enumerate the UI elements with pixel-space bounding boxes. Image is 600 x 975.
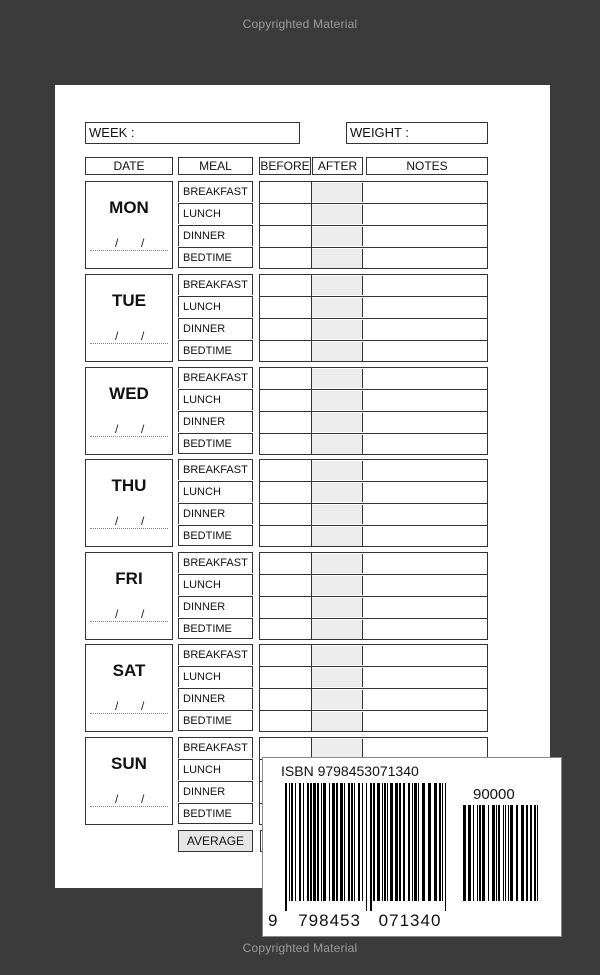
notes-cell[interactable] [364,460,487,481]
after-cell[interactable] [312,461,363,480]
day-name: FRI [115,569,143,588]
meal-label: LUNCH [178,389,253,410]
barcode-bar [516,805,518,901]
day-block-mon [85,181,488,269]
date-separator: / [115,792,119,806]
reading-row [260,481,487,503]
date-entry-line [90,701,168,714]
barcode-bar [310,783,312,901]
day-name: SUN [111,754,147,773]
after-cell[interactable] [312,342,363,361]
barcode-bar [295,783,296,901]
day-block-wed [85,367,488,455]
header-notes: NOTES [366,157,488,175]
copyright-watermark-top: Copyrighted Material [242,17,358,31]
reading-row [260,710,487,732]
barcode-bar [463,805,466,901]
after-cell[interactable] [312,620,363,639]
reading-row [260,182,487,203]
reading-row [260,618,487,640]
barcode-bar [418,783,419,901]
after-cell[interactable] [312,205,363,224]
notes-cell[interactable] [364,667,487,688]
date-separator: / [115,607,119,621]
meal-label: BREAKFAST [178,552,253,573]
after-cell[interactable] [312,598,363,617]
date-box[interactable] [85,367,173,455]
reading-row [260,389,487,411]
meal-column [178,459,253,547]
notes-cell[interactable] [364,553,487,574]
after-cell[interactable] [312,413,363,432]
barcode-bar [351,783,353,901]
before-cell[interactable] [260,575,312,596]
barcode-bar [373,783,375,901]
date-entry-line [90,516,168,529]
before-cell[interactable] [260,504,312,525]
reading-grid [259,274,488,362]
day-name: MON [109,198,149,217]
meal-label: BREAKFAST [178,274,253,295]
notes-cell[interactable] [364,341,487,362]
date-box[interactable] [85,459,173,547]
after-cell[interactable] [312,276,363,295]
reading-row [260,318,487,340]
notes-cell[interactable] [364,390,487,411]
notes-cell[interactable] [364,504,487,525]
header-meal: MEAL [178,157,253,175]
barcode-bar [362,783,363,901]
barcode-bar [313,783,316,901]
reading-grid [259,552,488,640]
reading-row [260,368,487,389]
barcode-bar [395,783,398,901]
meal-label: BREAKFAST [178,181,253,202]
date-entry-line [90,609,168,622]
date-box[interactable] [85,274,173,362]
meal-label: LUNCH [178,759,253,780]
barcode-bar [537,805,538,901]
meal-column [178,181,253,269]
notes-cell[interactable] [364,619,487,640]
reading-row [260,688,487,710]
reading-grid [259,181,488,269]
reading-grid [259,367,488,455]
after-cell[interactable] [312,183,363,202]
day-name: THU [111,476,147,495]
meal-label: LUNCH [178,666,253,687]
after-cell[interactable] [312,369,363,388]
meal-label: LUNCH [178,203,253,224]
date-entry-line [90,794,168,807]
barcode-bar [340,783,343,901]
barcode-bar [323,783,326,901]
barcode-bar [321,783,322,901]
date-separator: / [115,514,119,528]
after-cell[interactable] [312,320,363,339]
day-name: SAT [112,661,146,680]
barcode-bar [526,805,528,901]
notes-cell[interactable] [364,297,487,318]
after-cell[interactable] [312,690,363,709]
barcode-bar [399,783,401,901]
meal-column [178,552,253,640]
header-before: BEFORE [260,159,310,173]
before-cell[interactable] [260,182,312,203]
barcode-bar [428,783,431,901]
before-cell[interactable] [260,390,312,411]
barcode-bar [492,805,495,901]
reading-grid [259,459,488,547]
date-box[interactable] [85,552,173,640]
meal-column [178,737,253,825]
reading-row [260,574,487,596]
barcode-bar [387,783,388,901]
date-separator: / [141,514,145,528]
date-separator: / [141,792,145,806]
after-cell[interactable] [312,435,363,454]
meal-label: DINNER [178,225,253,246]
before-cell[interactable] [260,297,312,318]
barcode-bar [473,805,474,901]
barcode-bar [344,783,345,901]
week-field[interactable] [85,122,300,144]
barcode-bar [510,805,513,901]
reading-row [260,225,487,247]
before-cell[interactable] [260,689,312,710]
notes-cell[interactable] [364,738,487,759]
notes-cell[interactable] [364,368,487,389]
barcode-bar [503,805,504,901]
day-block-thu [85,459,488,547]
after-cell[interactable] [312,646,363,665]
barcode-bar [442,783,443,901]
date-box[interactable] [85,181,173,269]
before-cell[interactable] [260,553,312,574]
before-cell[interactable] [260,275,312,296]
barcode-bars-main [285,783,455,911]
before-cell[interactable] [260,434,312,455]
before-cell[interactable] [260,319,312,340]
meal-column [178,274,253,362]
after-cell[interactable] [312,668,363,687]
barcode-bar [477,805,478,901]
header-date: DATE [85,157,173,175]
barcode-bar [390,783,393,901]
reading-row [260,411,487,433]
date-entry-line [90,331,168,344]
reading-row [260,247,487,269]
notes-cell[interactable] [364,645,487,666]
notes-cell[interactable] [364,526,487,547]
date-separator: / [141,699,145,713]
barcode-bar [479,805,481,901]
notes-cell[interactable] [364,597,487,618]
meal-label: BEDTIME [178,710,253,731]
barcode-digits-group2: 071340 [378,911,442,930]
day-name: WED [109,384,149,403]
meal-label: BREAKFAST [178,459,253,480]
barcode-bar [439,783,441,901]
barcode-bar [498,805,500,901]
barcode-bar [403,783,405,901]
date-box[interactable] [85,737,173,825]
barcode-bar [496,805,497,901]
barcode-bar [530,805,532,901]
notes-cell[interactable] [364,204,487,225]
before-cell[interactable] [260,645,312,666]
before-cell[interactable] [260,619,312,640]
reading-row [260,460,487,481]
barcode-bar [366,783,367,911]
week-label: WEEK : [89,125,135,140]
notes-cell[interactable] [364,412,487,433]
before-cell[interactable] [260,248,312,269]
barcode-bar [422,783,425,901]
barcode-bar [488,805,489,901]
meal-label: BREAKFAST [178,644,253,665]
isbn-barcode-label [262,757,562,937]
barcode-bar [291,783,293,901]
reading-row [260,645,487,666]
date-box[interactable] [85,644,173,732]
after-cell[interactable] [312,505,363,524]
barcode-bar [307,783,309,901]
before-cell[interactable] [260,711,312,732]
barcode-digit-lead: 9 [268,911,279,930]
barcode-bar [482,805,485,901]
date-separator: / [115,699,119,713]
before-cell[interactable] [260,368,312,389]
reading-row [260,553,487,574]
date-separator: / [141,329,145,343]
meal-label: BEDTIME [178,525,253,546]
reading-row [260,433,487,455]
notes-cell[interactable] [364,319,487,340]
before-cell[interactable] [260,667,312,688]
meal-label: BEDTIME [178,618,253,639]
before-cell[interactable] [260,526,312,547]
after-cell[interactable] [312,576,363,595]
meal-label: BEDTIME [178,247,253,268]
reading-row [260,596,487,618]
date-separator: / [115,422,119,436]
reading-row [260,525,487,547]
barcode-bar [382,783,383,901]
reading-row [260,666,487,688]
meal-label: BEDTIME [178,803,253,824]
reading-row [260,203,487,225]
barcode-bar [370,783,372,911]
date-separator: / [115,236,119,250]
meal-label: LUNCH [178,574,253,595]
copyright-watermark-bottom: Copyrighted Material [242,941,358,955]
meal-label: LUNCH [178,481,253,502]
after-cell[interactable] [312,554,363,573]
barcode-bar [468,805,471,901]
barcode-bar [534,805,536,901]
meal-label: DINNER [178,411,253,432]
meal-label: BREAKFAST [178,367,253,388]
meal-label: DINNER [178,318,253,339]
before-cell[interactable] [260,412,312,433]
barcode-digits [268,911,441,931]
barcode-bar [412,783,413,901]
barcode-bar [332,783,335,901]
notes-cell[interactable] [364,482,487,503]
barcode-bar [299,783,301,901]
reading-row [260,738,487,759]
date-separator: / [141,236,145,250]
notes-cell[interactable] [364,248,487,269]
date-entry-line [90,238,168,251]
before-cell[interactable] [260,482,312,503]
notes-cell[interactable] [364,711,487,732]
after-cell[interactable] [312,527,363,546]
notes-cell[interactable] [364,275,487,296]
notes-cell[interactable] [364,226,487,247]
header-after: AFTER [312,157,363,175]
barcode-bar [317,783,319,901]
barcode-bar [354,783,355,901]
after-cell[interactable] [312,298,363,317]
barcode-digits-group1: 798453 [298,911,361,930]
meal-label: BEDTIME [178,433,253,454]
notes-cell[interactable] [364,689,487,710]
barcode-bar [289,783,290,901]
reading-row [260,296,487,318]
meal-label: DINNER [178,503,253,524]
meal-column [178,367,253,455]
day-block-tue [85,274,488,362]
barcode-bar [358,783,360,901]
barcode-bar [445,783,446,911]
barcode-bar [408,783,410,901]
after-cell[interactable] [312,483,363,502]
before-cell[interactable] [260,341,312,362]
meal-label: BEDTIME [178,340,253,361]
date-separator: / [141,422,145,436]
meal-label: DINNER [178,781,253,802]
weight-field[interactable] [346,122,488,144]
before-cell[interactable] [260,460,312,481]
reading-row [260,275,487,296]
notes-cell[interactable] [364,434,487,455]
day-name: TUE [112,291,146,310]
meal-label: DINNER [178,596,253,617]
notes-cell[interactable] [364,575,487,596]
barcode-bar [329,783,330,901]
meal-label: LUNCH [178,296,253,317]
reading-row [260,340,487,362]
barcode-bar [348,783,350,901]
date-separator: / [141,607,145,621]
barcode-bars-price [463,805,545,911]
before-cell[interactable] [260,226,312,247]
after-cell[interactable] [312,391,363,410]
weight-label: WEIGHT : [350,125,409,140]
date-entry-line [90,424,168,437]
isbn-text: ISBN 9798453071340 [281,763,419,779]
barcode-bar [303,783,304,901]
barcode-bar [508,805,509,901]
reading-row [260,503,487,525]
barcode-bar [521,805,524,901]
notes-cell[interactable] [364,182,487,203]
day-block-sat [85,644,488,732]
barcode-bar [434,783,437,901]
reading-grid [259,644,488,732]
barcode-bar [285,783,287,911]
before-cell[interactable] [260,597,312,618]
before-cell[interactable] [260,204,312,225]
barcode-bar [377,783,380,901]
barcode-bar [336,783,338,901]
barcode-bar [414,783,417,901]
average-label-cell: AVERAGE [178,830,253,852]
meal-label: BREAKFAST [178,737,253,758]
barcode-bar [384,783,386,901]
price-code: 90000 [473,786,515,803]
after-cell[interactable] [312,712,363,731]
before-cell[interactable] [260,738,312,759]
after-cell[interactable] [312,249,363,268]
meal-column [178,644,253,732]
after-cell[interactable] [312,227,363,246]
day-block-fri [85,552,488,640]
after-cell[interactable] [312,739,363,758]
meal-label: DINNER [178,688,253,709]
barcode-bar [505,805,506,901]
date-separator: / [115,329,119,343]
